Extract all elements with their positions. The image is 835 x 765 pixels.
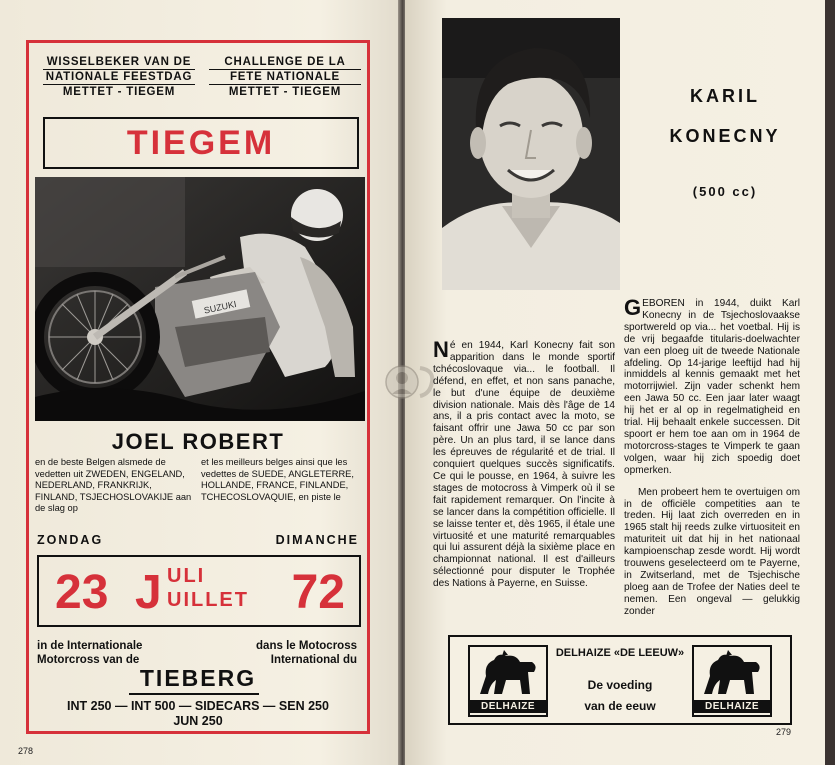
racer-class: (500 cc) <box>692 184 758 199</box>
page-number-left: 278 <box>18 746 34 756</box>
rider-description-dutch: en de beste Belgen alsmede de vedetten uit ZWEDEN, ENGELAND, NEDERLAND, FRANKRIJK, FINLAND, TSJECHOSLOVAKIJE aan de slag op <box>35 457 192 514</box>
delhaize-advertisement <box>448 635 792 725</box>
watermark-logo-icon <box>384 356 440 408</box>
biography-dutch-para <box>624 295 800 477</box>
trophy-fr-line: FETE NATIONALE <box>209 70 361 85</box>
rider-portrait-photo <box>442 18 620 290</box>
biography-dutch <box>624 295 800 628</box>
event-date <box>37 555 361 627</box>
racer-first-name: KARIL <box>690 86 760 106</box>
logo-brand-text: DELHAIZE <box>470 700 546 713</box>
page-number-right: 279 <box>776 727 792 737</box>
venue-intro-dutch <box>37 639 142 667</box>
race-classes <box>29 699 367 729</box>
ad-slogan-line: van de eeuw <box>584 699 656 713</box>
lion-icon <box>700 650 764 700</box>
divider <box>129 693 259 695</box>
venue-intro-french <box>256 639 357 667</box>
ad-brand-name: DELHAIZE «DE LEEUW» <box>555 647 685 659</box>
venue-fr-line: dans le Motocross <box>256 640 357 652</box>
trophy-title-french <box>209 55 361 99</box>
date-month-initial: J <box>135 566 162 619</box>
venue-name: TIEBERG <box>139 665 257 691</box>
biography-french-text: é en 1944, Karl Konecny fait son apparition dans le monde sportif tchécoslovaque via... le football. Il défend, en effet, et non sans panache, le but d'une équipe de deuxième division nationale. Mais dès l'âge de 14 ans, il a pris contact avec la moto, se faisant offrir une Jawa 50 cc par son père. Un an plus tard, il se lance dans les épreuves de régularité et de trial. Il conquiert quelques succès significatifs. Ce qui le pousse, en 1964, à suivre les stages de motocross à Vimperk où il se fait rapidement remarquer. On l'incite à se lancer dans la compétition officielle. Il se laisse tenter et, dès 1965, il étale une virtuosité et une maturité remarquables qui lui assurent déjà la sixième place en championnat national. Il est d'ailleurs sélectionné pour disputer le Trophée des Nations à Payerne, en Suisse. <box>433 340 615 590</box>
date-year: 72 <box>291 566 345 619</box>
day-name-french: DIMANCHE <box>275 533 359 547</box>
lion-icon <box>476 650 540 700</box>
race-classes-line: JUN 250 <box>173 714 223 728</box>
biography-dutch-para: Men probeert hem te overtuigen om in de officiële competities aan te treden. Hij laat zich overreden en in 1965 stalt hij reeds zulke virtuositeit en maturiteit uit dat hij in het nationaal kampioenschap zesde wordt. Hij wordt trouwens geselecteerd om te Payerne, in Zwitserland, met de Tsjechische ploeg aan de Trofee der Naties deel te nemen. Een ongeval — gelukkig zonder <box>624 486 800 617</box>
day-name-dutch: ZONDAG <box>37 533 104 547</box>
rider-description-french: et les meilleurs belges ainsi que les vedettes de SUEDE, ANGLETERRE, HOLLANDE, FRANCE, FINLANDE, TCHECOSLOVAQUIE, en piste le <box>201 457 354 502</box>
svg-text:SUZUKI: SUZUKI <box>202 298 238 316</box>
trophy-fr-line: CHALLENGE DE LA <box>209 55 361 70</box>
date-month-french: UILLET <box>167 589 249 611</box>
poster-title: TIEGEM <box>43 117 359 169</box>
rider-name: JOEL ROBERT <box>111 429 285 454</box>
logo-brand-text: DELHAIZE <box>694 700 770 713</box>
venue-nl-line: Motorcross van de <box>37 654 140 666</box>
ad-slogan-line: De voeding <box>587 678 653 692</box>
biography-french <box>433 337 615 590</box>
delhaize-logo <box>692 645 772 717</box>
venue-fr-line: International du <box>270 654 357 666</box>
biography-dutch-text: EBOREN in 1944, duikt Karl Konecny in de Tsjechoslovaakse sportwereld op via... het voetbal. Hij is de vrij begaafde titularis-doelwachter van een ploeg uit de tweede Nationale afdeling. Op 14-jarige leeftijd had hij inmiddels al kennis gemaakt met het motorrijwiel. Zijn vader schenkt hem een Jawa 50 cc. Een jaar later waagt hij het er al op in regelmatigheid en trial. Hij behaalt enkele successen. Dit spoort er hem toe aan om in 1964 de motorcross-stages te Vimperk te gaan volgen, waar hij zich spoedig doet opmerken. <box>624 298 800 476</box>
trophy-nl-line: METTET - TIEGEM <box>62 86 176 98</box>
ad-slogan <box>550 675 690 717</box>
date-day: 23 <box>55 566 109 619</box>
date-month-dutch: ULI <box>167 565 206 587</box>
venue-nl-line: in de Internationale <box>37 640 143 652</box>
dropcap-dutch: G <box>624 295 642 320</box>
trophy-nl-line: NATIONALE FEESTDAG <box>43 70 195 85</box>
trophy-fr-line: METTET - TIEGEM <box>228 86 342 98</box>
delhaize-logo <box>468 645 548 717</box>
trophy-nl-line: WISSELBEKER VAN DE <box>43 55 195 70</box>
trophy-title-dutch <box>43 55 195 99</box>
motocross-photo <box>35 177 365 421</box>
dropcap-french: N <box>433 337 449 362</box>
page-edge <box>825 0 835 765</box>
race-classes-line: INT 250 — INT 500 — SIDECARS — SEN 250 <box>67 699 329 713</box>
racer-last-name: KONECNY <box>669 126 781 146</box>
event-poster <box>26 40 370 734</box>
